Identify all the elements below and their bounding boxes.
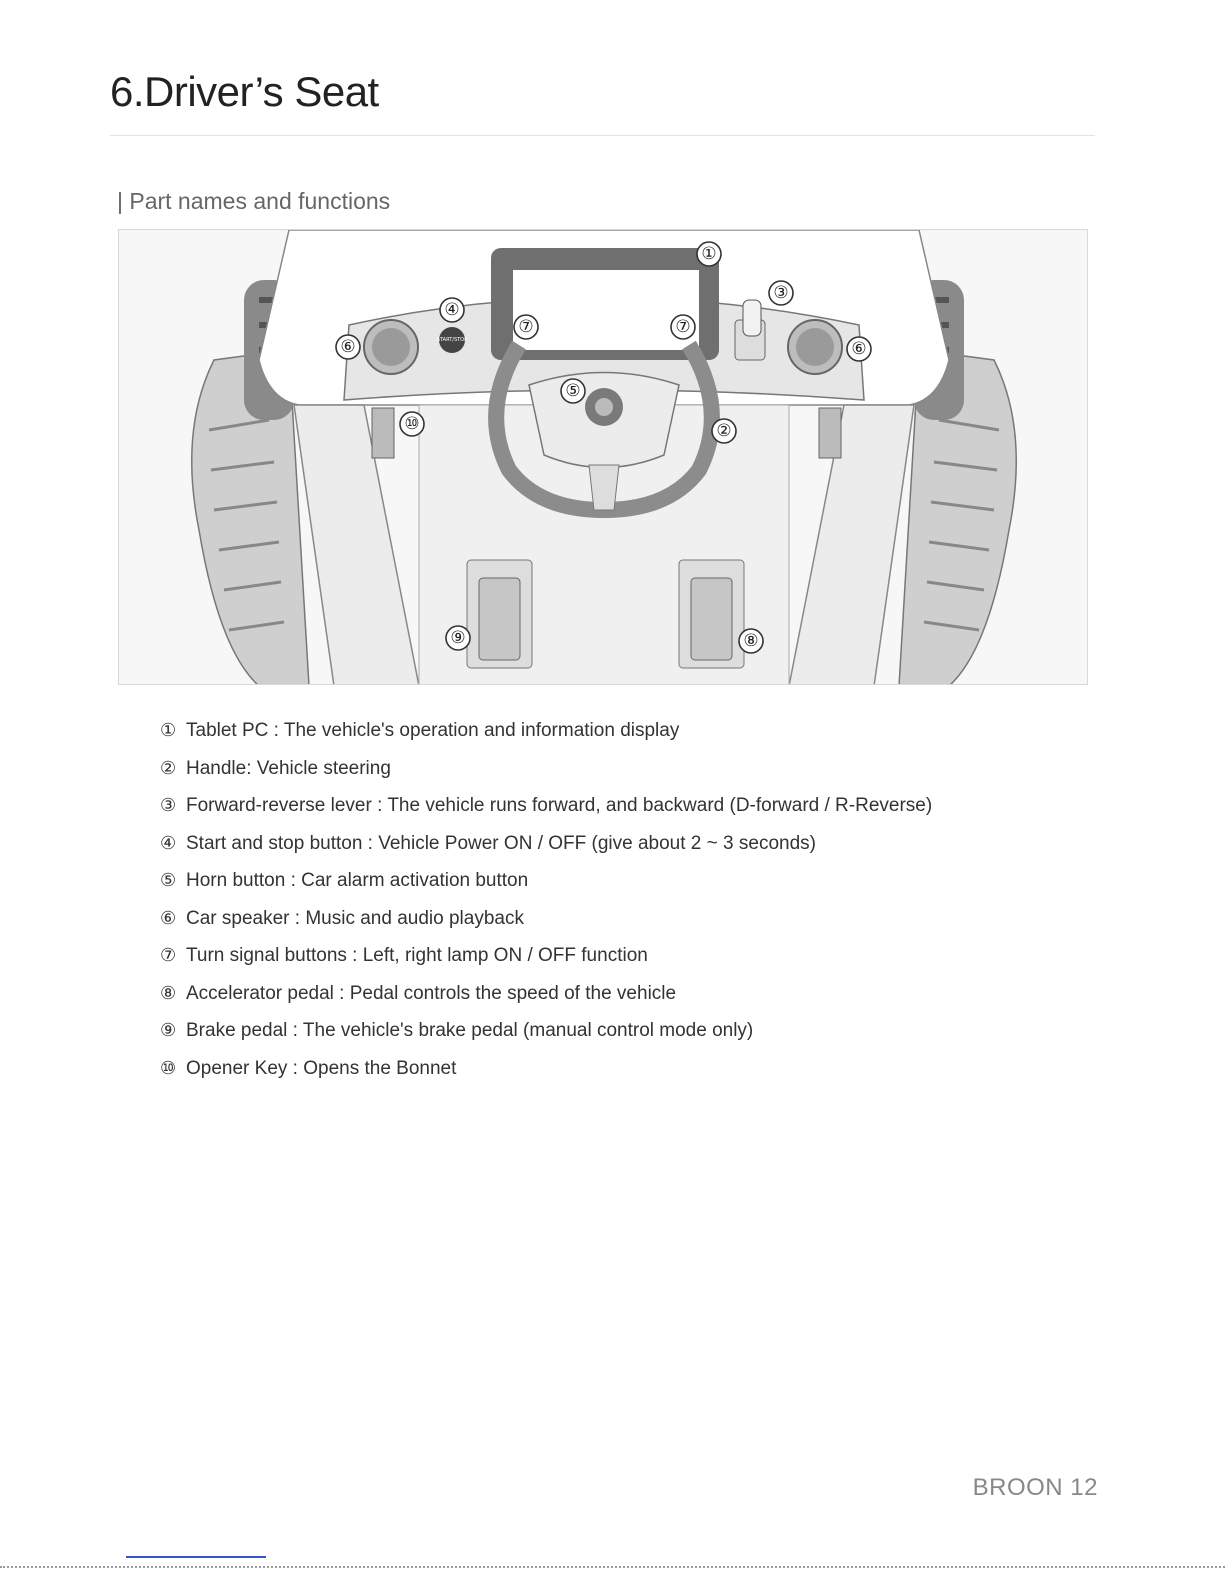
svg-text:⑥: ⑥ [851,339,867,359]
callout-6-right [847,337,871,361]
svg-text:⑨: ⑨ [450,628,466,648]
legend-item: ③ Forward-reverse lever : The vehicle runs forward, and backward (D-forward / R-Reverse) [160,795,933,816]
callout-1 [697,242,721,266]
accelerator-pedal-icon [679,560,744,668]
callout-6-left [336,335,360,359]
right-speaker-icon [788,320,842,374]
callout-2 [712,419,736,443]
brake-pedal-icon [467,560,532,668]
legend-item: ① Tablet PC : The vehicle's operation and information display [160,720,680,741]
callout-5 [561,379,585,403]
svg-text:④: ④ [444,300,460,320]
title-divider [110,135,1095,136]
callout-7-right [671,315,695,339]
parts-legend [160,720,932,1095]
svg-text:⑦: ⑦ [675,317,691,337]
callout-3 [769,281,793,305]
callout-4 [440,298,464,322]
legend-item: ⑤ Horn button : Car alarm activation button [160,870,529,891]
page-title: 6.Driver’s Seat [110,68,379,115]
page-edge-divider [0,1566,1225,1568]
svg-text:⑧: ⑧ [743,631,759,651]
page-footer: BROON 12 [972,1474,1098,1501]
svg-text:①: ① [701,244,717,264]
svg-text:⑩: ⑩ [404,414,420,434]
drivers-seat-figure [118,229,1088,685]
legend-item: ⑩ Opener Key : Opens the Bonnet [160,1057,457,1079]
legend-item: ⑥ Car speaker : Music and audio playback [160,907,524,929]
svg-text:③: ③ [773,283,789,303]
legend-item: ⑧ Accelerator pedal : Pedal controls the speed of the vehicle [160,982,677,1004]
car-drivers-seat-illustration [119,230,1088,685]
tablet-pc [491,248,719,360]
footer-link-underline [126,1556,266,1558]
svg-text:②: ② [716,421,732,441]
callout-7-left [514,315,538,339]
svg-text:⑦: ⑦ [518,317,534,337]
start-button-label: START/STOP [436,337,468,343]
svg-text:⑥: ⑥ [340,337,356,357]
section-heading: | Part names and functions [117,188,391,214]
left-speaker-icon [364,320,418,374]
callout-10 [400,412,424,436]
legend-item: ⑦ Turn signal buttons : Left, right lamp ON / OFF function [160,945,648,966]
legend-item: ② Handle: Vehicle steering [160,757,391,779]
svg-text:⑤: ⑤ [565,381,581,401]
callout-9 [446,626,470,650]
legend-item: ⑨ Brake pedal : The vehicle's brake pedal (manual control mode only) [160,1020,754,1041]
legend-item: ④ Start and stop button : Vehicle Power ON / OFF (give about 2 ~ 3 seconds) [160,832,816,854]
callout-8 [739,629,763,653]
